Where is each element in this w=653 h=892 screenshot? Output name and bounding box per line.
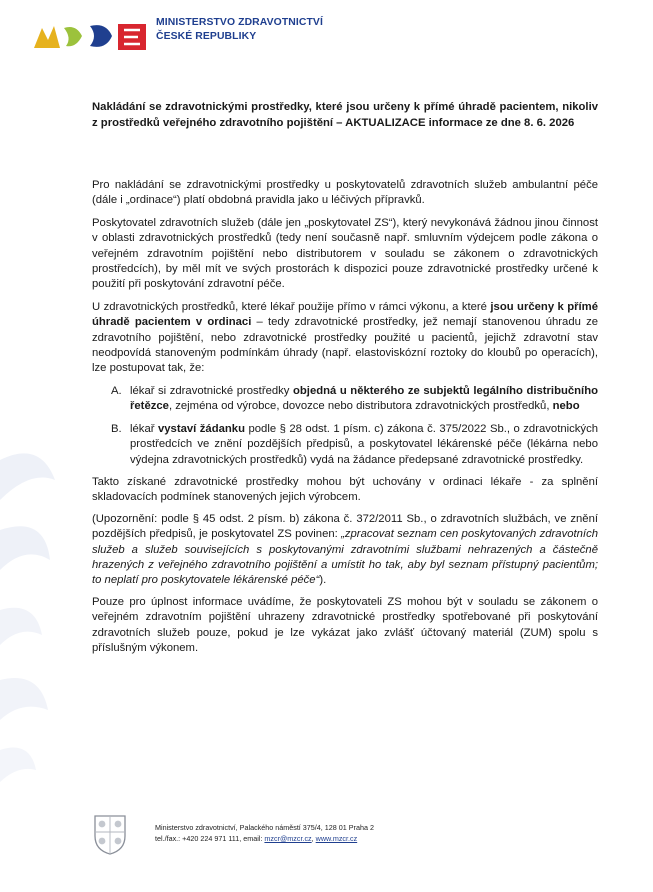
footer-web-link[interactable]: www.mzcr.cz [315,833,358,843]
footer-phone: tel./fax.: +420 224 971 111, email: [155,833,265,843]
footer-contact-line [155,834,374,845]
footer-separator: , [311,833,316,843]
paragraph-3 [92,300,598,377]
footer-email-link[interactable]: mzcr@mzcr.cz [264,833,312,843]
ministry-name-line2: ČESKÉ REPUBLIKY [156,31,257,42]
paragraph-6: Pouze pro úplnost informace uvádíme, že poskytovateli ZS mohou být v souladu se zákonem o veřejném zdravotním pojištění uhrazeny zdravotnické prostředky spotřebované při poskytování zdravotních služeb pouze, pokud je lze vykázat jako zvlášť účtovaný materiál (ZUM) spolu s příslušným výkonem. [92,595,598,654]
list-b-bold: vystaví žádanku [157,422,245,435]
side-decoration-icon [0,420,60,880]
paragraph-5 [92,512,598,589]
coat-of-arms-icon [92,812,128,856]
list-item-a [92,384,598,415]
document-body [92,178,598,663]
paragraph-1: Pro nakládání se zdravotnickými prostředky u poskytovatelů zdravotních služeb ambulantní péče (dále i „ordinace“) platí obdobná pravidla jako u léčivých přípravků. [92,179,598,207]
paragraph-3-text-b: – tedy zdravotnické prostředky, jež nemají stanovenou úhradu ze zdravotního pojištění, nebo zdravotnické prostředky použité u pacientů, jejichž zdravotní stav neodpovídá stanoveným podmínkám úhrady (např. elastoviskózní roztoky do kloubů po operacích), lze postupovat tak, že: [92,316,598,375]
footer-contact [155,823,374,844]
paragraph-2: Poskytovatel zdravotních služeb (dále jen „poskytovatel ZS“), který nevykonává žádnou jinou činnost v oblasti zdravotnických prostředků (tedy není současně např. smluvním výdejcem podle zákona o veřejném zdravotním pojištění nebo distributorem v souladu se zákonem o zdravotnických prostředcích), by měl mít ve svých prostorách k dispozici pouze zdravotnické prostředky určené k použití při poskytování zdravotní péče. [92,216,598,291]
list-a-bold: objedná u některého ze subjektů legálního distribučního řetězce [130,384,598,413]
paragraph-5-text-a: (Upozornění: podle § 45 odst. 2 písm. b) zákona č. 372/2011 Sb., o zdravotních službách, ve znění pozdějších předpisů, je poskytovatel ZS povinen: [92,512,598,541]
footer-address: Ministerstvo zdravotnictví, Palackého náměstí 375/4, 128 01 Praha 2 [155,823,374,832]
list-a-text1: lékař si zdravotnické prostředky [130,384,293,397]
list-a-text2: , zejména od výrobce, dovozce nebo distributora zdravotnických prostředků, [168,400,553,413]
list-marker-b: B. [111,422,122,435]
paragraph-3-text-a: U zdravotnických prostředků, které lékař použije přímo v rámci výkonu, a které [92,300,491,313]
options-list [92,384,598,468]
paragraph-3-bold: jsou určeny k přímé úhradě pacientem v ordinaci [92,300,599,329]
paragraph-5-text-b: ). [319,574,327,587]
document-title: Nakládání se zdravotnickými prostředky, které jsou určeny k přímé úhradě pacientem, nikoliv z prostředků veřejného zdravotního pojištění – AKTUALIZACE informace ze dne 8. 6. 2026 [92,101,598,129]
paragraph-5-quote: „zpracovat seznam cen poskytovaných zdravotních služeb a služeb souvisejících s poskytovanými zdravotními službami nehrazených a částečně hrazených z veřejného zdravotního pojištění a umístit ho tak, aby byl seznam přístupný pacientům; to neplatí pro poskytovatele lékárenské péče“ [92,528,598,587]
ministry-name-line1: MINISTERSTVO ZDRAVOTNICTVÍ [156,17,323,28]
list-item-b [92,422,598,468]
list-a-bold2: nebo [552,400,580,413]
paragraph-4: Takto získané zdravotnické prostředky mohou být uchovány v ordinaci lékaře - za splnění skladovacích podmínek stanovených jejich výrobcem. [92,475,598,504]
list-b-text1: lékař [130,422,158,435]
list-b-text2: podle § 28 odst. 1 písm. c) zákona č. 375/2022 Sb., o zdravotnických prostředcích ve znění pozdějších předpisů, a poskytovatel lékárenské péče (lékárna nebo výdejna zdravotnických prostředků) vydá na žádance předepsané zdravotnické prostředky. [130,422,599,466]
ministry-name [156,16,323,44]
list-marker-a: A. [111,384,122,397]
ministry-logo-icon [32,18,150,54]
